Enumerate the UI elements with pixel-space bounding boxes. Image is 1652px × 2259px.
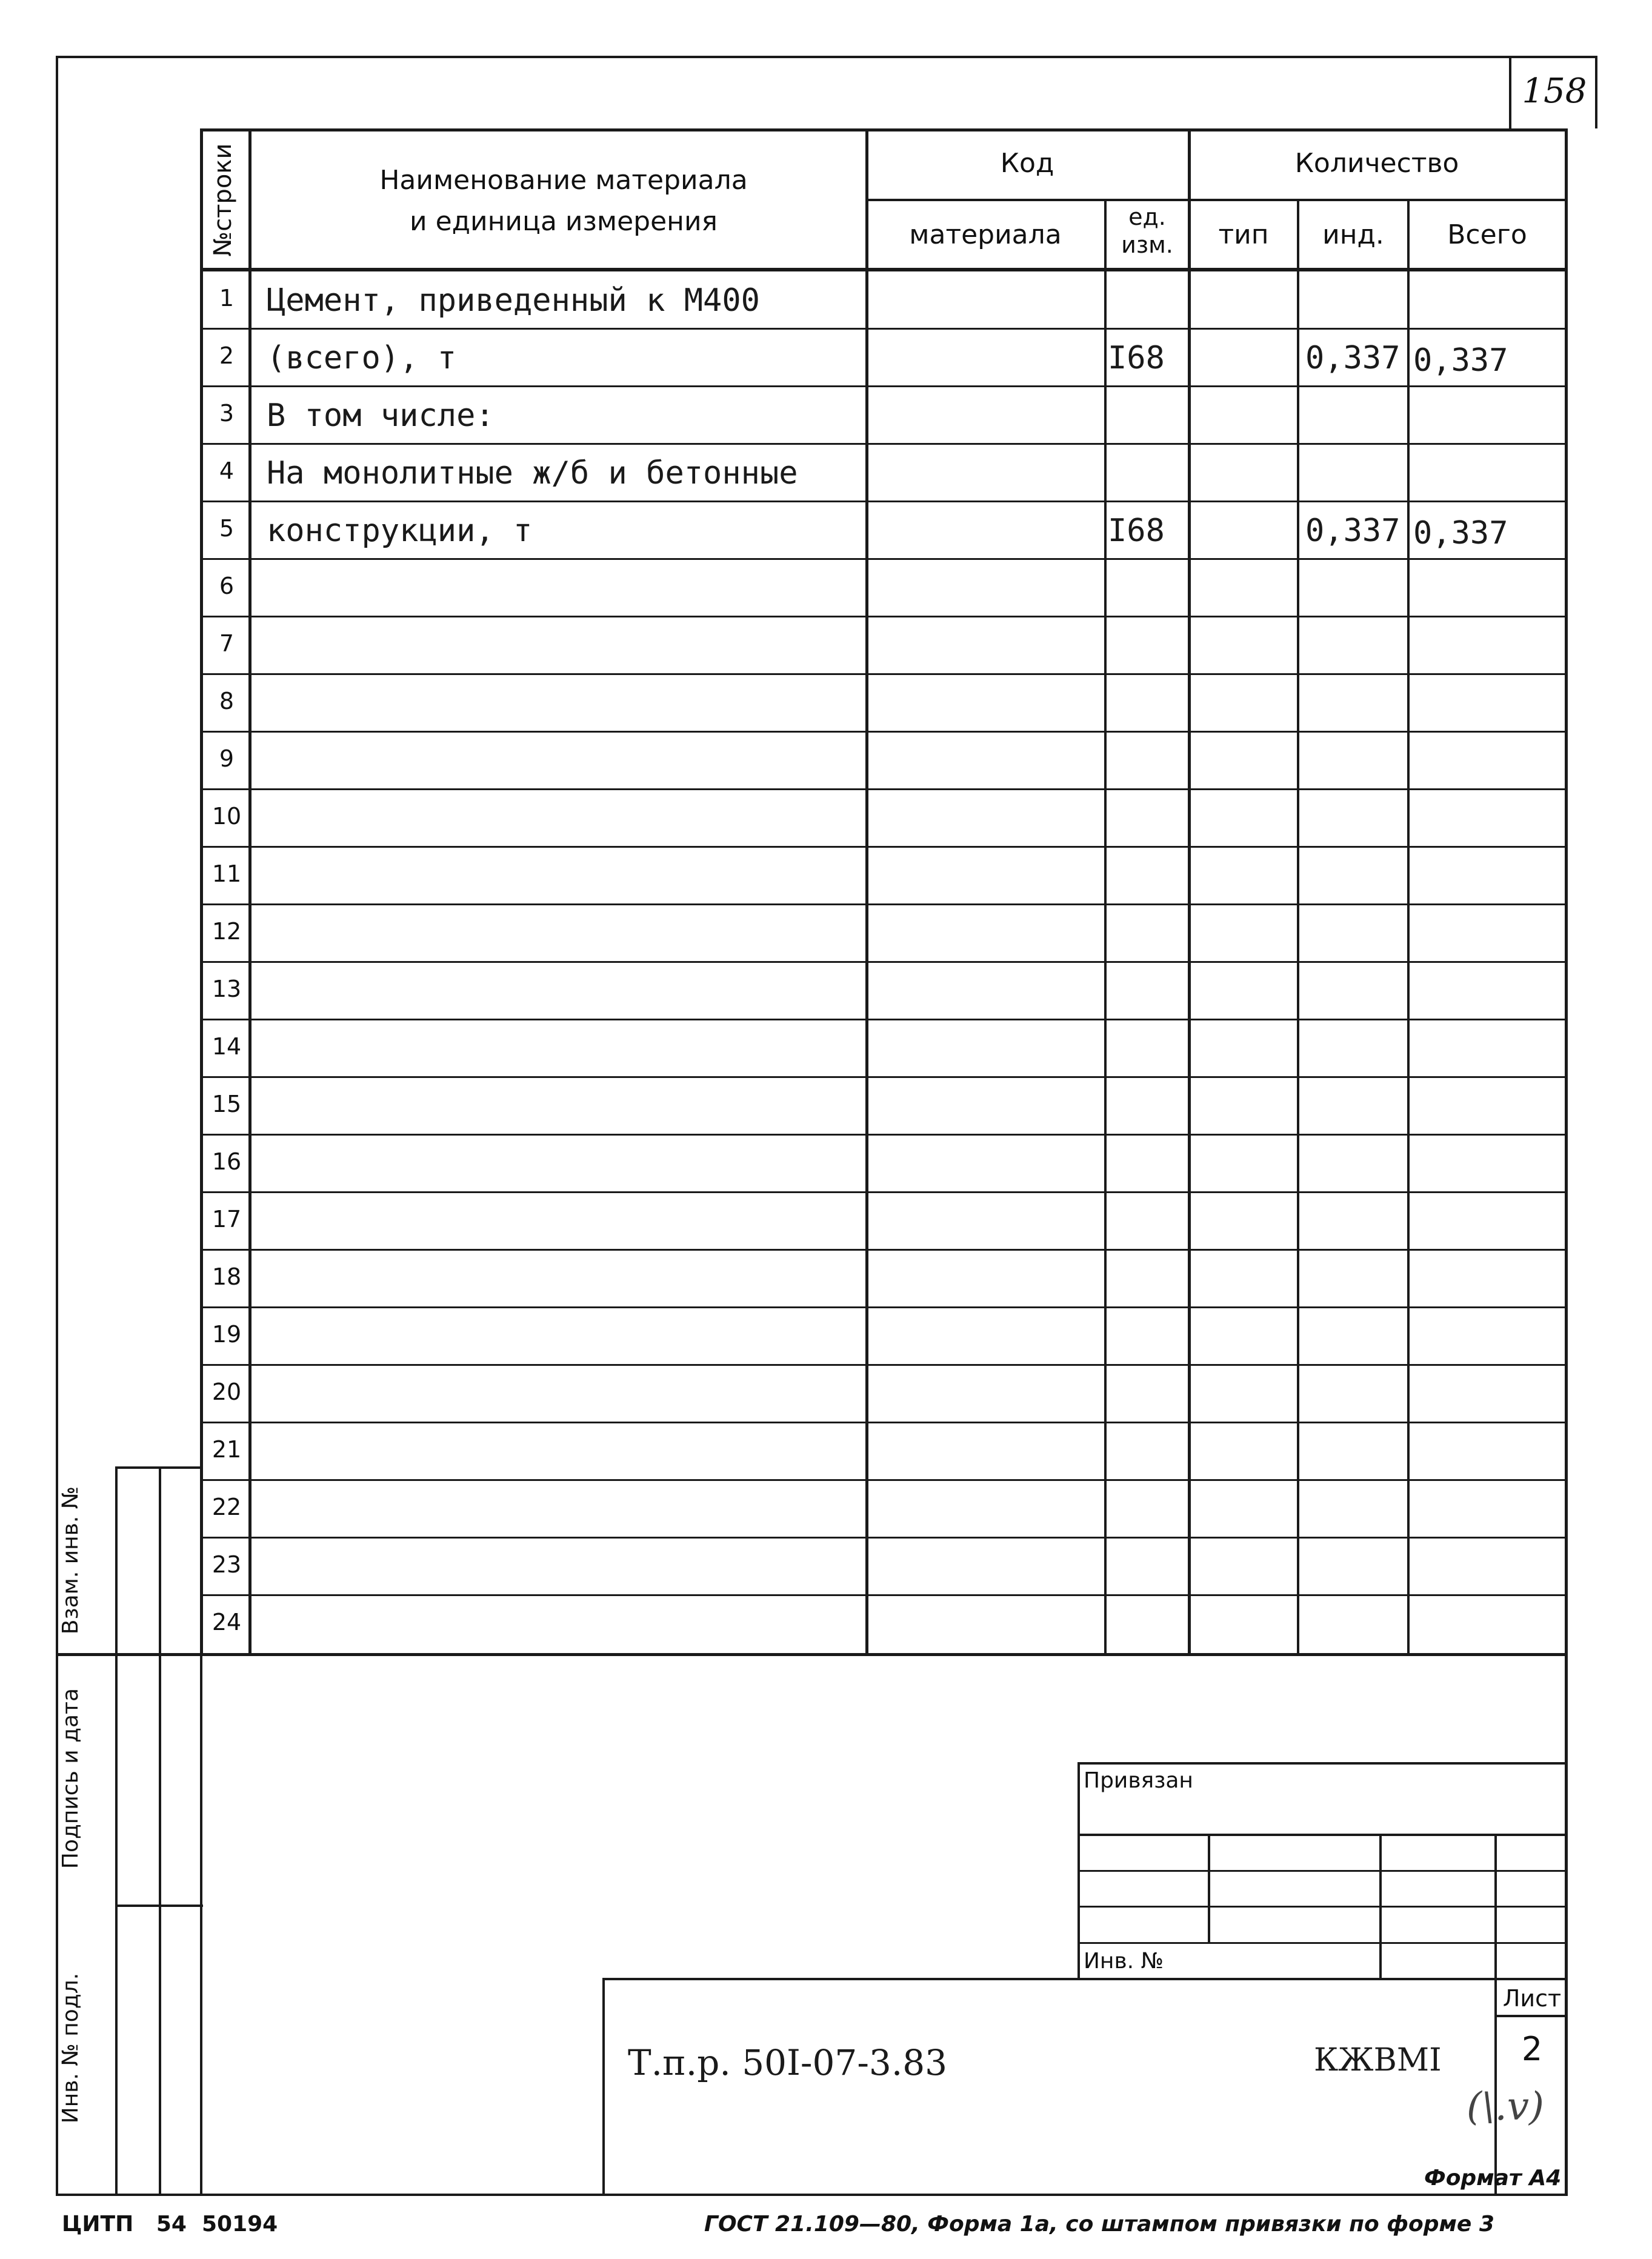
page-number-box-left bbox=[1509, 56, 1511, 128]
row-number: 5 bbox=[219, 515, 235, 542]
table-row bbox=[201, 1077, 1568, 1135]
row-number: 11 bbox=[211, 860, 242, 887]
table-row bbox=[201, 1595, 1568, 1653]
table-row bbox=[201, 502, 1568, 559]
row-number: 20 bbox=[211, 1379, 242, 1405]
row-number: 9 bbox=[219, 745, 235, 772]
row-number: 8 bbox=[219, 688, 235, 714]
row-number: 15 bbox=[211, 1091, 242, 1117]
footer-right: ГОСТ 21.109—80, Форма 1а, со штампом привязки по форме 3 bbox=[704, 2212, 1494, 2237]
row-number: 1 bbox=[219, 285, 235, 311]
sheet-number: 2 bbox=[1521, 2030, 1543, 2068]
table-row bbox=[201, 387, 1568, 444]
bind-r1 bbox=[1077, 1834, 1567, 1836]
page-number: 158 bbox=[1522, 72, 1587, 111]
header-total: Всего bbox=[1447, 219, 1527, 250]
handwritten-mark: (\.v) bbox=[1467, 2084, 1544, 2129]
row-number: 12 bbox=[211, 918, 242, 945]
header-quantity: Количество bbox=[1294, 148, 1459, 179]
header-ind: инд. bbox=[1322, 219, 1384, 250]
row-number: 10 bbox=[211, 803, 242, 830]
header-code: Код bbox=[1000, 148, 1054, 179]
footer-left: ЦИТП 54 50194 bbox=[62, 2212, 278, 2237]
row-unit-code: I68 bbox=[1108, 513, 1165, 549]
side-top bbox=[115, 1466, 203, 1469]
bind-label-inv: Инв. № bbox=[1084, 1949, 1164, 1974]
table-row bbox=[201, 732, 1568, 790]
title-left bbox=[602, 1978, 605, 2195]
header-top bbox=[201, 128, 1568, 131]
header-row-number: №строки bbox=[209, 143, 237, 257]
row-number: 24 bbox=[211, 1609, 242, 1635]
header-mid bbox=[867, 199, 1567, 201]
bind-label-privyazan: Привязан bbox=[1084, 1768, 1193, 1793]
table-row bbox=[201, 962, 1568, 1020]
row-number: 16 bbox=[211, 1148, 242, 1175]
row-number: 4 bbox=[219, 457, 235, 484]
header-name-line2: и единица измерения bbox=[409, 206, 718, 237]
row-number: 14 bbox=[211, 1033, 242, 1060]
title-top bbox=[602, 1978, 1567, 1980]
side-right-lower bbox=[200, 1655, 202, 2195]
bind-c2 bbox=[1379, 1834, 1382, 1979]
bind-c1 bbox=[1208, 1834, 1210, 1943]
table-row bbox=[201, 1423, 1568, 1480]
side-label-podpis: Подпись и дата bbox=[58, 1688, 83, 1869]
table-row bbox=[201, 271, 1568, 329]
row-number: 21 bbox=[211, 1436, 242, 1463]
row-number: 18 bbox=[211, 1263, 242, 1290]
row-material-name: В том числе: bbox=[267, 398, 495, 434]
table-row bbox=[201, 1365, 1568, 1423]
page-number-box-right bbox=[1595, 56, 1597, 128]
sheet-mid bbox=[1494, 2015, 1567, 2017]
row-number: 17 bbox=[211, 1206, 242, 1233]
doc-code: Т.п.р. 50I-07-3.83 bbox=[628, 2042, 948, 2083]
row-material-name: Цемент, приведенный к М400 bbox=[267, 282, 760, 319]
table-row bbox=[201, 1480, 1568, 1538]
table-row bbox=[201, 847, 1568, 905]
doc-mark: КЖВМI bbox=[1314, 2042, 1442, 2078]
row-qty-total: 0,337 bbox=[1413, 515, 1508, 551]
top-rule bbox=[56, 56, 1595, 58]
side-sep-1 bbox=[115, 1653, 203, 1655]
row-qty-ind: 0,337 bbox=[1305, 513, 1401, 549]
row-qty-total: 0,337 bbox=[1413, 342, 1508, 379]
table-row bbox=[201, 329, 1568, 387]
bind-r4 bbox=[1077, 1942, 1567, 1944]
bind-c3 bbox=[1494, 1834, 1497, 1979]
table-row bbox=[201, 790, 1568, 847]
table-row bbox=[201, 1135, 1568, 1193]
table-row bbox=[201, 617, 1568, 674]
row-number: 23 bbox=[211, 1551, 242, 1578]
row-number: 13 bbox=[211, 976, 242, 1002]
header-unit: ед. изм. bbox=[1121, 204, 1173, 258]
bind-r2 bbox=[1077, 1870, 1567, 1872]
side-label-vzam: Взам. инв. № bbox=[58, 1486, 83, 1635]
header-material: материала bbox=[909, 219, 1062, 250]
side-col-left bbox=[115, 1468, 118, 2195]
bind-top bbox=[1077, 1762, 1567, 1765]
header-name-line1: Наименование материала bbox=[379, 165, 748, 196]
side-col-mid bbox=[159, 1468, 161, 2195]
table-row bbox=[201, 905, 1568, 962]
row-number: 19 bbox=[211, 1321, 242, 1348]
row-material-name: На монолитные ж/б и бетонные bbox=[267, 455, 798, 491]
row-qty-ind: 0,337 bbox=[1305, 340, 1401, 376]
row-number: 6 bbox=[219, 573, 235, 599]
bind-r3 bbox=[1077, 1906, 1567, 1908]
sheet-label: Лист bbox=[1502, 1985, 1562, 2012]
table-bottom bbox=[56, 1653, 1568, 1656]
table-row bbox=[201, 1193, 1568, 1250]
row-number: 22 bbox=[211, 1494, 242, 1520]
table-row bbox=[201, 1308, 1568, 1365]
side-sep-2 bbox=[115, 1905, 203, 1907]
table-row bbox=[201, 1250, 1568, 1308]
row-number: 2 bbox=[219, 342, 235, 369]
table-row bbox=[201, 559, 1568, 617]
table-row bbox=[201, 444, 1568, 502]
header-type: тип bbox=[1218, 219, 1269, 250]
side-label-inv-podl: Инв. № подл. bbox=[58, 1972, 83, 2124]
row-number: 3 bbox=[219, 400, 235, 427]
row-unit-code: I68 bbox=[1108, 340, 1165, 376]
frame-bottom bbox=[56, 2194, 1568, 2196]
table-row bbox=[201, 1020, 1568, 1077]
row-material-name: конструкции, т bbox=[267, 513, 533, 549]
table-row bbox=[201, 1538, 1568, 1595]
row-number: 7 bbox=[219, 630, 235, 657]
table-row bbox=[201, 674, 1568, 732]
row-material-name: (всего), т bbox=[267, 340, 457, 376]
footer-format: Формат А4 bbox=[1424, 2166, 1562, 2191]
